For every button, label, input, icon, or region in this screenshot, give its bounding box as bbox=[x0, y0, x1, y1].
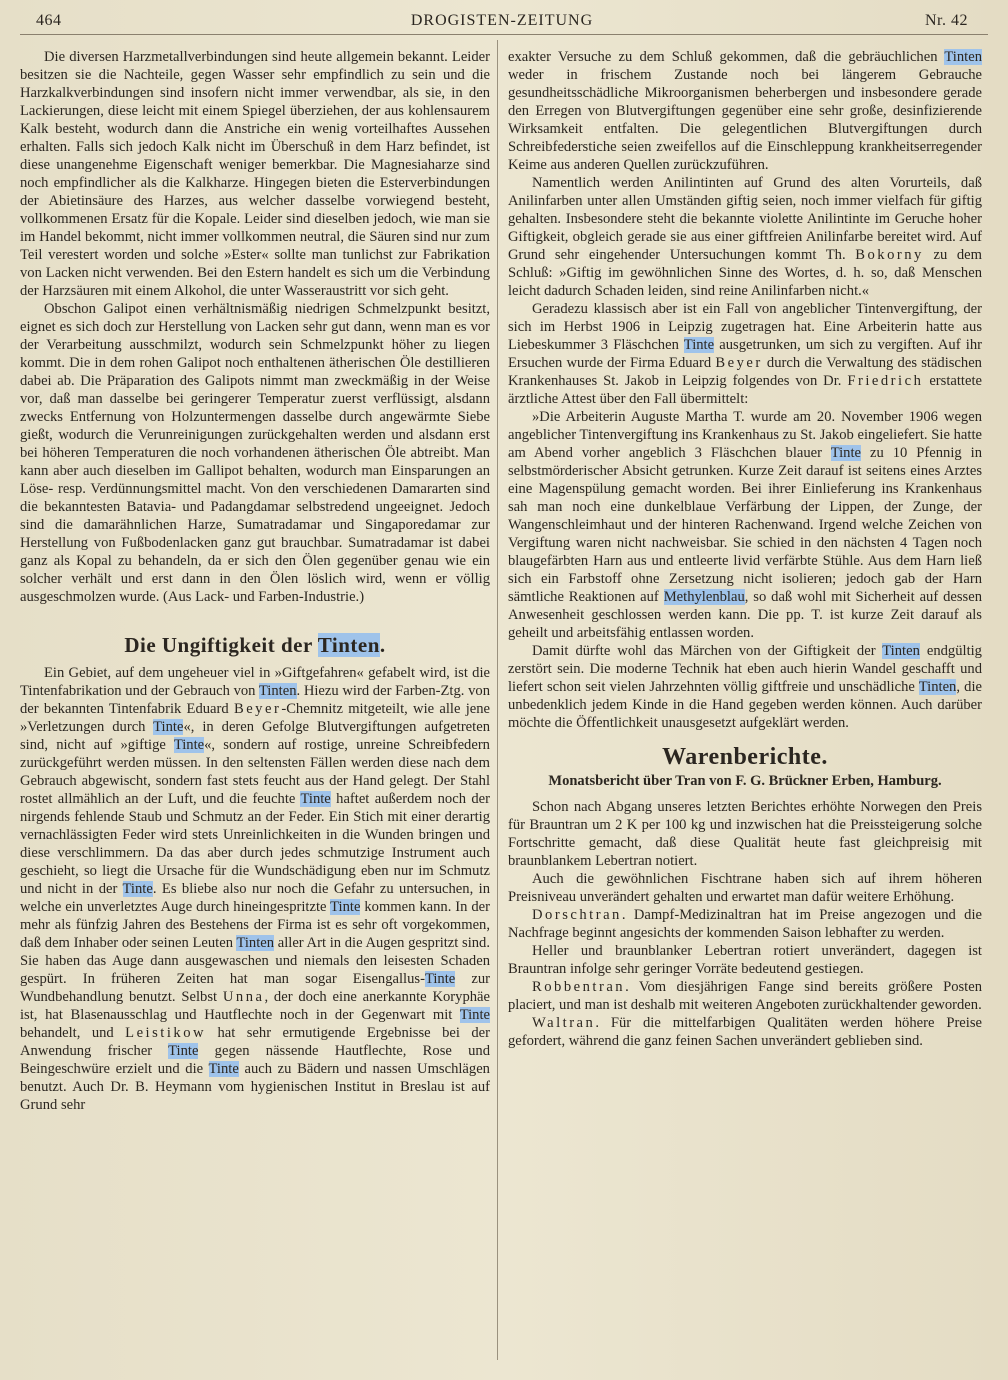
paragraph: Waltran. Für die mittelfarbigen Qualitäten werden höhere Preise gefordert, während die ganz feinen Sachen unverändert geblieben sind. bbox=[508, 1015, 982, 1049]
paragraph: Heller und braunblanker Lebertran rotiert unverändert, dagegen ist Brauntran infolge sehr geringer Vorräte bedeutend gestiegen. bbox=[508, 943, 982, 977]
paragraph: exakter Versuche zu dem Schluß gekommen, daß die gebräuchlichen Tinten weder in frischem Zustande noch bei längerem Gebrauche gesundheitsschädliche Mikroorganismen beherbergen und insbesondere gerade den Erregen von Blutvergiftungen gegenüber eine sehr große, desinfizierende Wirksamkeit entfalten. Die gelegentlichen Blutvergiftungen durch Schreibfederstiche seien zweifellos auf die Einschleppung krankheitserregender Keime aus anderen Quellen zurückzuführen. bbox=[508, 49, 982, 173]
page-number: 464 bbox=[36, 12, 62, 29]
publication-title: DROGISTEN-ZEITUNG bbox=[410, 12, 594, 29]
column-divider bbox=[497, 40, 498, 1360]
paragraph: Auch die gewöhnlichen Fischtrane haben sich auf ihrem höheren Preisniveau unverändert gehalten und erwartet man dafür weitere Erhöhung. bbox=[508, 871, 982, 905]
paragraph: Die diversen Harzmetallverbindungen sind heute allgemein bekannt. Leider besitzen sie die Nachteile, gegen Wasser sehr empfindlich zu sein und die Harzkalkverbindungen sind insofern nicht immer verwendbar, als sie, in den Lackierungen, diese leicht mit einem Spiegel überziehen, der aus kohlensaurem Kalk besteht, wodurch dann die Anstriche ein wenig vorteilhaftes Aussehen erhalten. Falls sich jedoch Kalk nicht im Überschuß in dem Harz befindet, ist diese unangenehme Eigenschaft weniger bemerkbar. Die Magnesiaharze sind noch empfindlicher als die Kalkharze. Hingegen bieten die Esterverbindungen der Abietinsäure des Harzes, aus welcher dasselbe vorwiegend besteht, vollkommenen Ersatz für die Kopale. Leider sind dieselben jedoch, wie man sie im Handel bekommt, nicht immer vollkommen neutral, die Säuren sind nur zum Teil verestert worden und solche »Ester« sollte man tunlichst zur Fabrikation von Lacken nicht verwenden. Bei den Estern handelt es sich um die Verbindung der Harzsäuren mit einem Alkohol, die unter Wasseraustritt vor sich geht. bbox=[20, 49, 490, 299]
paragraph: Schon nach Abgang unseres letzten Berichtes erhöhte Norwegen den Preis für Brauntran um 2 K per 100 kg und inzwischen hat die Preissteigerung solche Fortschritte gemacht, daß diese Qualität heute fast gleichpreisig mit braunblankem Lebertran notiert. bbox=[508, 799, 982, 869]
paragraph: Namentlich werden Anilintinten auf Grund des alten Vorurteils, daß Anilinfarben unter allen Umständen giftig seien, noch immer vielfach für giftig gehalten. Insbesondere steht die bekannte violette Anilintinte im Geruche hoher Giftigkeit, obgleich gerade sie aus einer giftfreien Anilinfarbe bereitet wird. Auf Grund sehr eingehender Untersuchungen kommt Th. Bokorny zu dem Schluß: »Giftig im gewöhnlichen Sinne des Wortes, d. h. so, daß Menschen leicht dadurch Schaden leiden, sind reine Anilinfarben nicht.« bbox=[508, 175, 982, 299]
paragraph: Obschon Galipot einen verhältnismäßig niedrigen Schmelzpunkt besitzt, eignet es sich doch zur Herstellung von Lacken sehr gut dann, wenn man es vor der Verarbeitung ausschmilzt, wodurch sein Schmelzpunkt höher zu liegen kommt. Die in dem rohen Galipot noch enthaltenen ätherischen Öle destillieren dabei ab. Die Präparation des Galipots nimmt man zweckmäßig in der Weise vor, daß man dasselbe bei geringerer Temperatur zuerst verflüssigt, alsdann zwecks Entfernung von Holzuntermengen dasselbe durch angewärmte Siebe gießt, wodurch die Verunreinigungen zurückgehalten werden und alsdann erst bei höheren Temperaturen die noch vorhandenen ätherischen Öle abtreibt. Man kann aber auch dieselben im Gallipot behalten, wodurch man Einsparungen an Löse- resp. Verdünnungsmittel macht. Von den verschiedenen Damararten sind die bekanntesten Batavia- und Padangdamar selbstredend ungeeignet. Jedoch sind die damarähnlichen Harze, Sumatradamar und Singaporedamar zur Herstellung von Fußbodenlacken ganz gut brauchbar. Sumatradamar ist dabei ganz als Kopal zu behandeln, da er sich den Ölen gegenüber genau wie ein solcher verhält und erst dann in den Ölen löslich wird, wenn er völlig ausgeschmolzen wurde. (Aus Lack- und Farben-Industrie.) bbox=[20, 301, 490, 605]
issue-number: Nr. 42 bbox=[925, 12, 968, 29]
paragraph: Robbentran. Vom diesjährigen Fange sind bereits größere Posten placiert, und man ist deshalb mit weiteren Angeboten zurückhaltender geworden. bbox=[508, 979, 982, 1013]
paragraph: Geradezu klassisch aber ist ein Fall von angeblicher Tintenvergiftung, der sich im Herbst 1906 in Leipzig zugetragen hat. Eine Arbeiterin hatte aus Liebeskummer 3 Fläschchen Tinte ausgetrunken, um sich zu vergiften. Auf ihr Ersuchen wurde der Firma Eduard Beyer durch die Verwaltung des städischen Krankenhauses St. Jakob in Leipzig folgendes von Dr. Friedrich erstattete ärztliche Attest über den Fall übermittelt: bbox=[508, 301, 982, 407]
paragraph: »Die Arbeiterin Auguste Martha T. wurde am 20. November 1906 wegen angeblicher Tintenvergiftung ins Krankenhaus zu St. Jakob eingeliefert. Sie hatte am Abend vorher angeblich 3 Fläschchen blauer Tinte zu 10 Pfennig in selbstmörderischer Absicht getrunken. Kurze Zeit darauf ist seitens eines Arztes eine Magenspülung gemacht worden. Bei ihrer Einlieferung ins Krankenhaus sah man noch eine dunkelblaue Verfärbung der Lippen, der Zunge, der Wangenschleimhaut und der hinteren Rachenwand. Irgend welche Zeichen von Vergiftung waren nicht nachweisbar. Sie schied in den nächsten 4 Tagen noch blaugefärbten Harn aus und entleerte livid verfärbte Stühle. Aus dem Harn ließ sich ein Farbstoff ohne Zersetzung nicht isolieren; jedoch gab der Harn sämtliche Reaktionen auf Methylenblau, so daß wohl mit Sicherheit auf dessen Anwesenheit geschlossen werden kann. Die pp. T. ist kurze Zeit darauf als geheilt und arbeitsfähig entlassen worden. bbox=[508, 409, 983, 641]
section-heading: Warenberichte. bbox=[662, 744, 828, 770]
right-column bbox=[508, 48, 982, 1050]
section-subheading: Monatsbericht über Tran von F. G. Brückner Erben, Hamburg. bbox=[548, 773, 942, 789]
paragraph: Dorschtran. Dampf-Medizinaltran hat im Preise angezogen und die Nachfrage beginnt angesichts der kommenden Saison lebhafter zu werden. bbox=[508, 907, 982, 941]
paragraph: Damit dürfte wohl das Märchen von der Giftigkeit der Tinten endgültig zerstört sein. Die moderne Technik hat eben auch hierin Wandel geschafft und liefert schon seit vielen Jahrzehnten völlig giftfreie und unschädliche Tinten, die unbedenklich jedem Kinde in die Hand gegeben werden können. Auch darüber möchte die Öffentlichkeit unausgesetzt aufgeklärt werden. bbox=[508, 643, 982, 731]
article-heading: Die Ungiftigkeit der Tinten. bbox=[124, 633, 386, 657]
header-rule bbox=[20, 34, 988, 35]
left-column bbox=[20, 48, 490, 1114]
article-body: Ein Gebiet, auf dem ungeheuer viel in »Giftgefahren« gefabelt wird, ist die Tintenfabrikation und der Gebrauch von Tinten. Hiezu wird der Farben-Ztg. von der bekannten Tintenfabrik Eduard Beyer-Chemnitz mitgeteilt, wie alle jene »Verletzungen durch Tinte«, in deren Gefolge Blutvergiftungen aufgetreten sind, nicht auf »giftige Tinte«, sondern auf rostige, unreine Schreibfedern zurückgeführt werden müssen. In den seltensten Fällen werden diese nach dem Gebrauch abgewischt, sondern fast stets feucht aus der Hand gelegt. Der Stahl rostet allmählich an der Luft, und die feuchte Tinte haftet außerdem noch der nirgends fehlende Staub und Schmutz an der Feder. Ein Stich mit einer derartig vernachlässigten Feder wird stets Unreinlichkeiten in die Wunden bringen und diese verschlimmern. Da das aber durch jedes schmutzige Instrument auch geschieht, so liegt die Ursache für die Wundschädigung eben nur im Schmutz und nicht in der Tinte. Es bliebe also nur noch die Gefahr zu untersuchen, in welche ein unverletztes Auge durch hineingespritzte Tinte kommen kann. In der mehr als fünfzig Jahren des Bestehens der Firma ist es sehr oft vorgekommen, daß dem Inhaber oder seinen Leuten Tinten aller Art in die Augen gespritzt sind. Sie haben das Auge dann ausgewaschen und niemals den leisesten Schaden gespürt. In früheren Zeiten hat man sogar Eisengallus-Tinte zur Wundbehandlung benutzt. Selbst Unna, der doch eine anerkannte Koryphäe ist, hat Blasenausschlag und Hautflechte noch in der Gegenwart mit Tinte behandelt, und Leistikow hat sehr ermutigende Ergebnisse bei der Anwendung frischer Tinte gegen nässende Hautflechte, Rose und Beingeschwüre erzielt und die Tinte auch zu Bädern und nassen Umschlägen benutzt. Auch Dr. B. Heymann vom hygienischen Institut in Breslau ist auf Grund sehr bbox=[20, 665, 491, 1113]
